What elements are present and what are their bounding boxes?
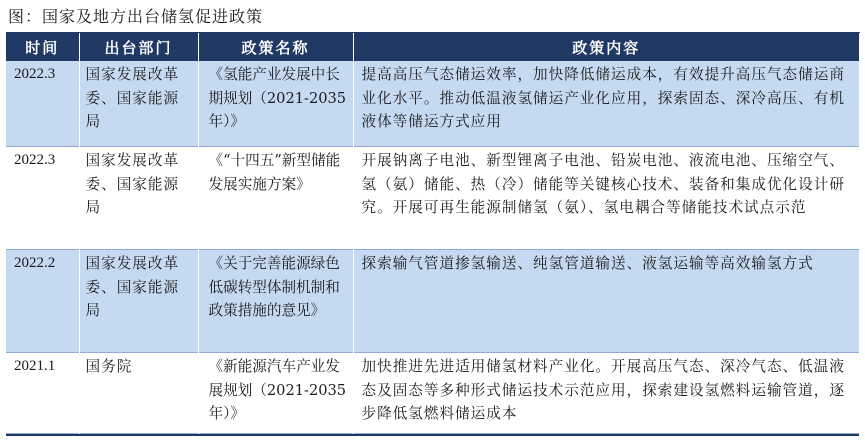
cell-policy-content: 开展钠离子电池、新型锂离子电池、铅炭电池、液流电池、压缩空气、氢（氨）储能、热（冷）储能等关键核心技术、装备和集成优化设计研究。开展可再生能源制储氢（氨）、氢电耦合等储能技术试点示范 bbox=[353, 147, 859, 250]
cell-policy-content: 提高高压气态储运效率，加快降低储运成本，有效提升高压气态储运商业化水平。推动低温液氢储运产业化应用，探索固态、深冷高压、有机液体等储运方式应用 bbox=[353, 61, 859, 147]
header-time: 时间 bbox=[6, 33, 79, 61]
cell-time: 2022.2 bbox=[6, 250, 79, 353]
table-header bbox=[6, 33, 859, 61]
cell-policy-content: 探索输气管道掺氢输送、纯氢管道输送、液氢运输等高效输氢方式 bbox=[353, 250, 859, 353]
cell-time: 2022.3 bbox=[6, 147, 79, 250]
cell-policy-name: 《“十四五”新型储能发展实施方案》 bbox=[198, 147, 353, 250]
cell-department: 国家发展改革委、国家能源局 bbox=[79, 61, 198, 147]
header-department: 出台部门 bbox=[79, 33, 198, 61]
cell-policy-name: 《氢能产业发展中长期规划（2021-2035年）》 bbox=[198, 61, 353, 147]
header-row bbox=[6, 33, 859, 61]
table-row bbox=[6, 353, 859, 434]
table-bottom-rule bbox=[6, 434, 859, 436]
table-row bbox=[6, 147, 859, 250]
table-body bbox=[6, 61, 859, 434]
table-row bbox=[6, 250, 859, 353]
cell-policy-name: 《新能源汽车产业发展规划（2021-2035年）》 bbox=[198, 353, 353, 434]
figure-caption: 图：国家及地方出台储氢促进政策 bbox=[8, 7, 264, 26]
cell-policy-content: 加快推进先进适用储氢材料产业化。开展高压气态、深冷气态、低温液态及固态等多种形式储运技术示范应用，探索建设氢燃料运输管道，逐步降低氢燃料储运成本 bbox=[353, 353, 859, 434]
cell-time: 2022.3 bbox=[6, 61, 79, 147]
cell-department: 国务院 bbox=[79, 353, 198, 434]
policy-table bbox=[6, 33, 859, 434]
header-policy-content: 政策内容 bbox=[353, 33, 859, 61]
cell-department: 国家发展改革委、国家能源局 bbox=[79, 250, 198, 353]
cell-time: 2021.1 bbox=[6, 353, 79, 434]
cell-policy-name: 《关于完善能源绿色低碳转型体制机制和政策措施的意见》 bbox=[198, 250, 353, 353]
header-policy-name: 政策名称 bbox=[198, 33, 353, 61]
cell-department: 国家发展改革委、国家能源局 bbox=[79, 147, 198, 250]
table-row bbox=[6, 61, 859, 147]
